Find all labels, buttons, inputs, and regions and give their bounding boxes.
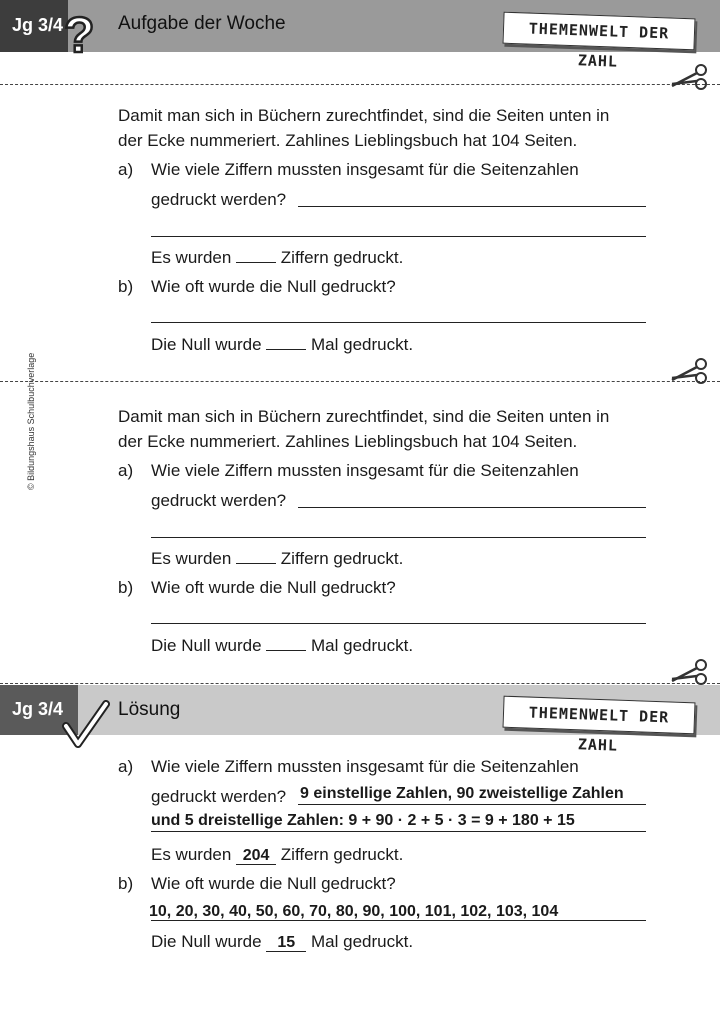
question-a-label: a)	[118, 160, 134, 179]
checkmark-icon	[62, 700, 110, 750]
topic-banner: THEMENWELT DER ZAHL	[503, 696, 696, 735]
topic-banner: THEMENWELT DER ZAHL	[503, 12, 696, 51]
question-mark-icon: ?	[64, 7, 95, 63]
intro-line: Damit man sich in Büchern zurechtfindet, sind die Seiten unten in	[118, 106, 610, 125]
result-post: Ziffern gedruckt.	[280, 845, 404, 864]
question-b-label: b)	[118, 874, 134, 893]
result-post: Ziffern gedruckt.	[280, 549, 404, 568]
result-pre: Es wurden	[151, 549, 232, 568]
answer-blank[interactable]	[266, 333, 306, 350]
result-sentence	[151, 634, 413, 658]
result-pre: Die Null wurde	[151, 335, 262, 354]
intro-line: der Ecke nummeriert. Zahlines Lieblingsbuch hat 104 Seiten.	[118, 432, 578, 451]
answer-blank[interactable]	[236, 246, 276, 263]
result-post: Mal gedruckt.	[311, 636, 414, 655]
result-post: Ziffern gedruckt.	[280, 248, 404, 267]
intro-line: der Ecke nummeriert. Zahlines Lieblingsbuch hat 104 Seiten.	[118, 131, 578, 150]
answer-value: 15	[266, 935, 306, 952]
question-a-label: a)	[118, 461, 134, 480]
page-title: Aufgabe der Woche	[118, 13, 286, 34]
answer-line[interactable]	[151, 537, 646, 538]
answer-line[interactable]	[298, 206, 646, 207]
grade-label: Jg 3/4	[12, 699, 64, 719]
answer-text: und 5 dreistellige Zahlen: 9 + 90 · 2 + 5 · 3 = 9 + 180 + 15	[151, 812, 575, 829]
answer-line[interactable]	[151, 236, 646, 237]
header-band	[0, 0, 720, 71]
result-post: Mal gedruckt.	[311, 932, 414, 951]
answer-text: 10, 20, 30, 40, 50, 60, 70, 80, 90, 100, 101, 102, 103, 104	[149, 903, 559, 920]
answer-line[interactable]	[151, 623, 646, 624]
answer-blank[interactable]	[236, 547, 276, 564]
question-a-text: gedruckt werden?	[151, 491, 287, 510]
scissors-icon	[670, 62, 710, 92]
answer-line[interactable]	[298, 507, 646, 508]
result-sentence	[151, 246, 403, 270]
question-a-text: Wie viele Ziffern mussten insgesamt für die Seitenzahlen	[151, 757, 579, 776]
grade-label: Jg 3/4	[12, 15, 64, 35]
answer-line	[151, 920, 646, 921]
question-b-label: b)	[118, 578, 134, 597]
cut-line	[0, 381, 720, 382]
solution-title: Lösung	[118, 699, 181, 720]
answer-line[interactable]	[151, 322, 646, 323]
result-sentence	[151, 547, 403, 571]
question-a-label: a)	[118, 757, 134, 776]
question-a-text: gedruckt werden?	[151, 787, 287, 806]
copyright-text: © Bildungshaus Schulbuchverlage	[26, 352, 36, 490]
result-post: Mal gedruckt.	[311, 335, 414, 354]
answer-blank[interactable]	[266, 634, 306, 651]
cut-line	[0, 683, 720, 684]
scissors-icon	[670, 356, 710, 386]
result-sentence	[151, 930, 413, 954]
result-sentence	[151, 843, 403, 867]
cut-line	[0, 84, 720, 85]
question-a-text: gedruckt werden?	[151, 190, 287, 209]
grade-box	[0, 0, 68, 52]
question-b-label: b)	[118, 277, 134, 296]
result-pre: Es wurden	[151, 248, 232, 267]
result-pre: Die Null wurde	[151, 636, 262, 655]
question-b-text: Wie oft wurde die Null gedruckt?	[151, 277, 396, 296]
answer-text: 9 einstellige Zahlen, 90 zweistellige Zahlen	[300, 785, 624, 802]
question-b-text: Wie oft wurde die Null gedruckt?	[151, 578, 396, 597]
intro-line: Damit man sich in Büchern zurechtfindet, sind die Seiten unten in	[118, 407, 610, 426]
scissors-icon	[670, 657, 710, 687]
result-sentence	[151, 333, 413, 357]
answer-line	[298, 804, 646, 805]
answer-line	[151, 831, 646, 832]
question-b-text: Wie oft wurde die Null gedruckt?	[151, 874, 396, 893]
result-pre: Es wurden	[151, 845, 232, 864]
question-a-text: Wie viele Ziffern mussten insgesamt für die Seitenzahlen	[151, 160, 579, 179]
answer-value: 204	[236, 848, 276, 865]
question-a-text: Wie viele Ziffern mussten insgesamt für die Seitenzahlen	[151, 461, 579, 480]
result-pre: Die Null wurde	[151, 932, 262, 951]
